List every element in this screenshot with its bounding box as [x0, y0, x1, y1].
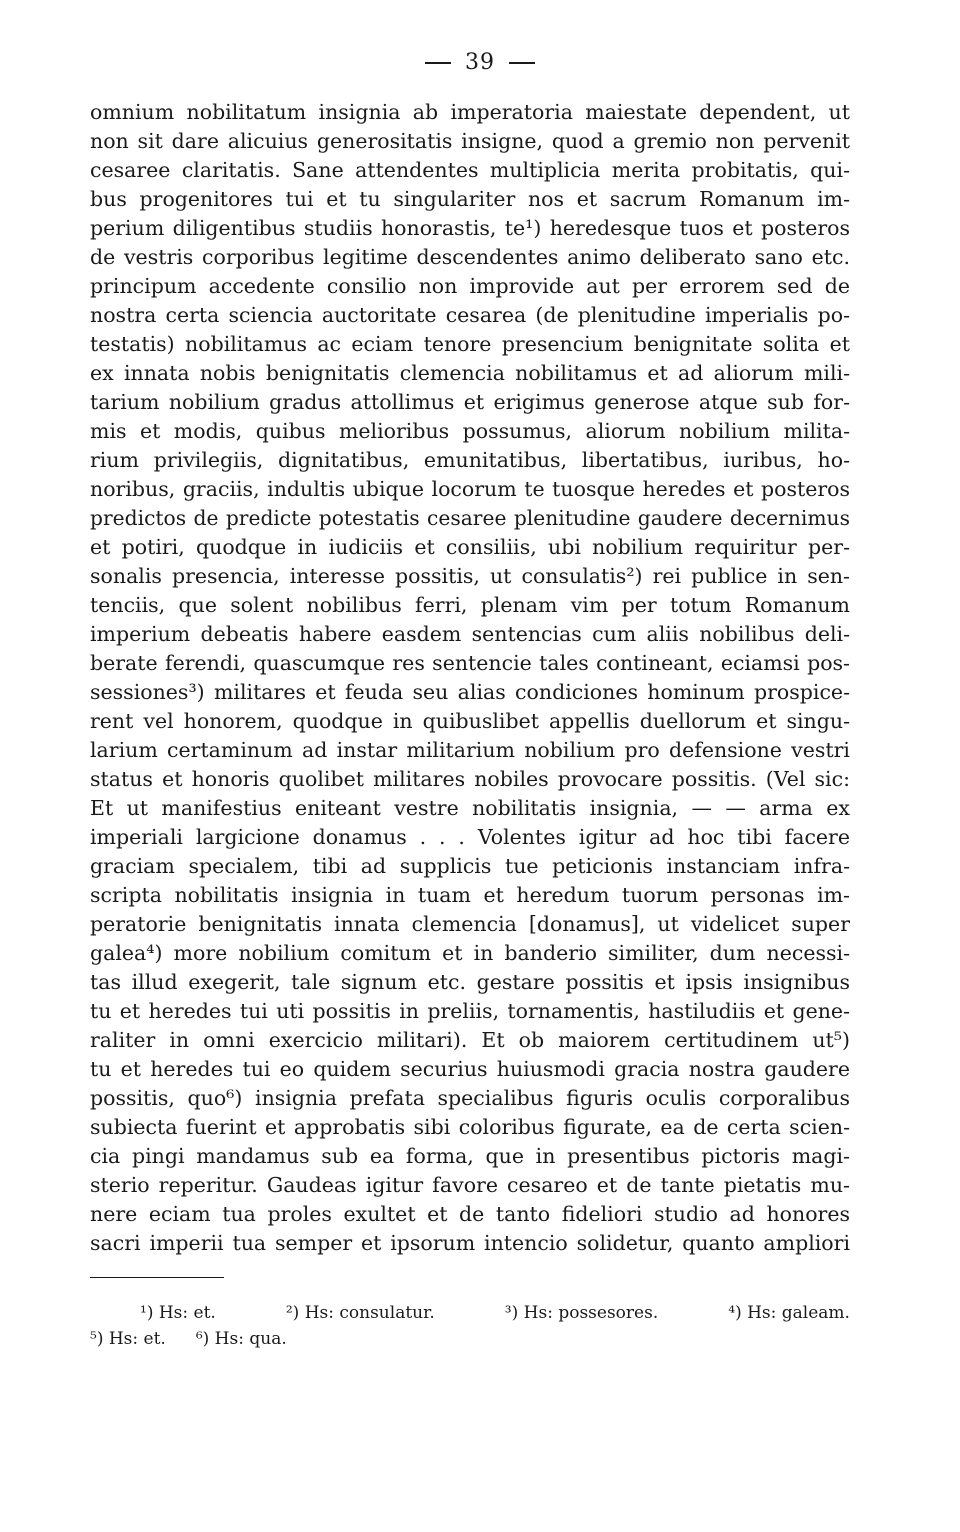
text-line: omnium nobilitatum insignia ab imperatoria maiestate dependent, ut: [90, 100, 850, 124]
text-line: mis et modis, quibus melioribus possumus, aliorum nobilium milita-: [90, 419, 850, 443]
text-line: galea⁴) more nobilium comitum et in banderio similiter, dum necessi-: [90, 941, 850, 965]
footnote-row-2: [90, 1326, 850, 1352]
footnotes: [90, 1300, 850, 1352]
text-line: possitis, quo⁶) insignia prefata specialibus figuris oculis corporalibus: [90, 1086, 850, 1110]
text-line: nere eciam tua proles exultet et de tanto fideliori studio ad honores: [90, 1202, 850, 1226]
text-line: tu et heredes tui eo quidem securius huiusmodi gracia nostra gaudere: [90, 1057, 850, 1081]
footnote-4: ⁴) Hs: galeam.: [728, 1303, 850, 1323]
text-line: imperium debeatis habere easdem sentencias cum aliis nobilibus deli-: [90, 622, 850, 646]
text-line: ex innata nobis benignitatis clemencia nobilitamus et ad aliorum mili-: [90, 361, 850, 385]
page-header: [0, 50, 960, 75]
text-line: tenciis, que solent nobilibus ferri, plenam vim per totum Romanum: [90, 593, 850, 617]
footnote-6: ⁶) Hs: qua.: [195, 1329, 287, 1349]
text-line: sessiones³) militares et feuda seu alias condiciones hominum prospice-: [90, 680, 850, 704]
text-line: graciam specialem, tibi ad supplicis tue peticionis instanciam infra-: [90, 854, 850, 878]
text-line: sterio reperitur. Gaudeas igitur favore cesareo et de tante pietatis mu-: [90, 1173, 850, 1197]
footnote-5: ⁵) Hs: et.: [90, 1329, 166, 1349]
footnote-2: ²) Hs: consulatur.: [285, 1303, 435, 1323]
text-line: berate ferendi, quascumque res sentencie tales contineant, eciamsi pos-: [90, 651, 850, 675]
text-line: Et ut manifestius eniteant vestre nobilitatis insignia, — — arma ex: [90, 796, 850, 820]
text-line: de vestris corporibus legitime descendentes animo deliberato sano etc.: [90, 245, 850, 269]
text-line: rent vel honorem, quodque in quibuslibet appellis duellorum et singu-: [90, 709, 850, 733]
footnote-separator: [90, 1277, 224, 1278]
text-line: cesaree claritatis. Sane attendentes multiplicia merita probitatis, qui-: [90, 158, 850, 182]
text-line: tas illud exegerit, tale signum etc. gestare possitis et ipsis insignibus: [90, 970, 850, 994]
footnote-row-1: [90, 1300, 850, 1326]
footnote-1: ¹) Hs: et.: [140, 1303, 216, 1323]
text-line: cia pingi mandamus sub ea forma, que in presentibus pictoris magi-: [90, 1144, 850, 1168]
text-line: imperiali largicione donamus . . . Volentes igitur ad hoc tibi facere: [90, 825, 850, 849]
text-line: rium privilegiis, dignitatibus, emunitatibus, libertatibus, iuribus, ho-: [90, 448, 850, 472]
header-dash-left: [425, 62, 451, 64]
text-line: subiecta fuerint et approbatis sibi coloribus figurate, ea de certa scien-: [90, 1115, 850, 1139]
text-line: noribus, graciis, indultis ubique locorum te tuosque heredes et posteros: [90, 477, 850, 501]
text-line: larium certaminum ad instar militarium nobilium pro defensione vestri: [90, 738, 850, 762]
page-number: 39: [465, 50, 495, 75]
text-line: non sit dare alicuius generositatis insigne, quod a gremio non pervenit: [90, 129, 850, 153]
text-line: raliter in omni exercicio militari). Et ob maiorem certitudinem ut⁵): [90, 1028, 850, 1052]
text-line: et potiri, quodque in iudiciis et consiliis, ubi nobilium requiritur per-: [90, 535, 850, 559]
text-line: predictos de predicte potestatis cesaree plenitudine gaudere decernimus: [90, 506, 850, 530]
text-line: status et honoris quolibet militares nobiles provocare possitis. (Vel sic:: [90, 767, 850, 791]
text-line: scripta nobilitatis insignia in tuam et heredum tuorum personas im-: [90, 883, 850, 907]
text-line: testatis) nobilitamus ac eciam tenore presencium benignitate solita et: [90, 332, 850, 356]
text-line: sonalis presencia, interesse possitis, ut consulatis²) rei publice in sen-: [90, 564, 850, 588]
text-line: sacri imperii tua semper et ipsorum intencio solidetur, quanto ampliori: [90, 1231, 850, 1255]
text-line: tarium nobilium gradus attollimus et erigimus generose atque sub for-: [90, 390, 850, 414]
header-dash-right: [509, 62, 535, 64]
footnote-3: ³) Hs: possesores.: [504, 1303, 659, 1323]
text-line: tu et heredes tui uti possitis in preliis, tornamentis, hastiludiis et gene-: [90, 999, 850, 1023]
text-line: perium diligentibus studiis honorastis, te¹) heredesque tuos et posteros: [90, 216, 850, 240]
text-line: nostra certa sciencia auctoritate cesarea (de plenitudine imperialis po-: [90, 303, 850, 327]
text-line: bus progenitores tui et tu singulariter nos et sacrum Romanum im-: [90, 187, 850, 211]
body-text: [90, 98, 850, 1258]
text-line: principum accedente consilio non improvide aut per errorem sed de: [90, 274, 850, 298]
text-line: peratorie benignitatis innata clemencia [donamus], ut videlicet super: [90, 912, 850, 936]
